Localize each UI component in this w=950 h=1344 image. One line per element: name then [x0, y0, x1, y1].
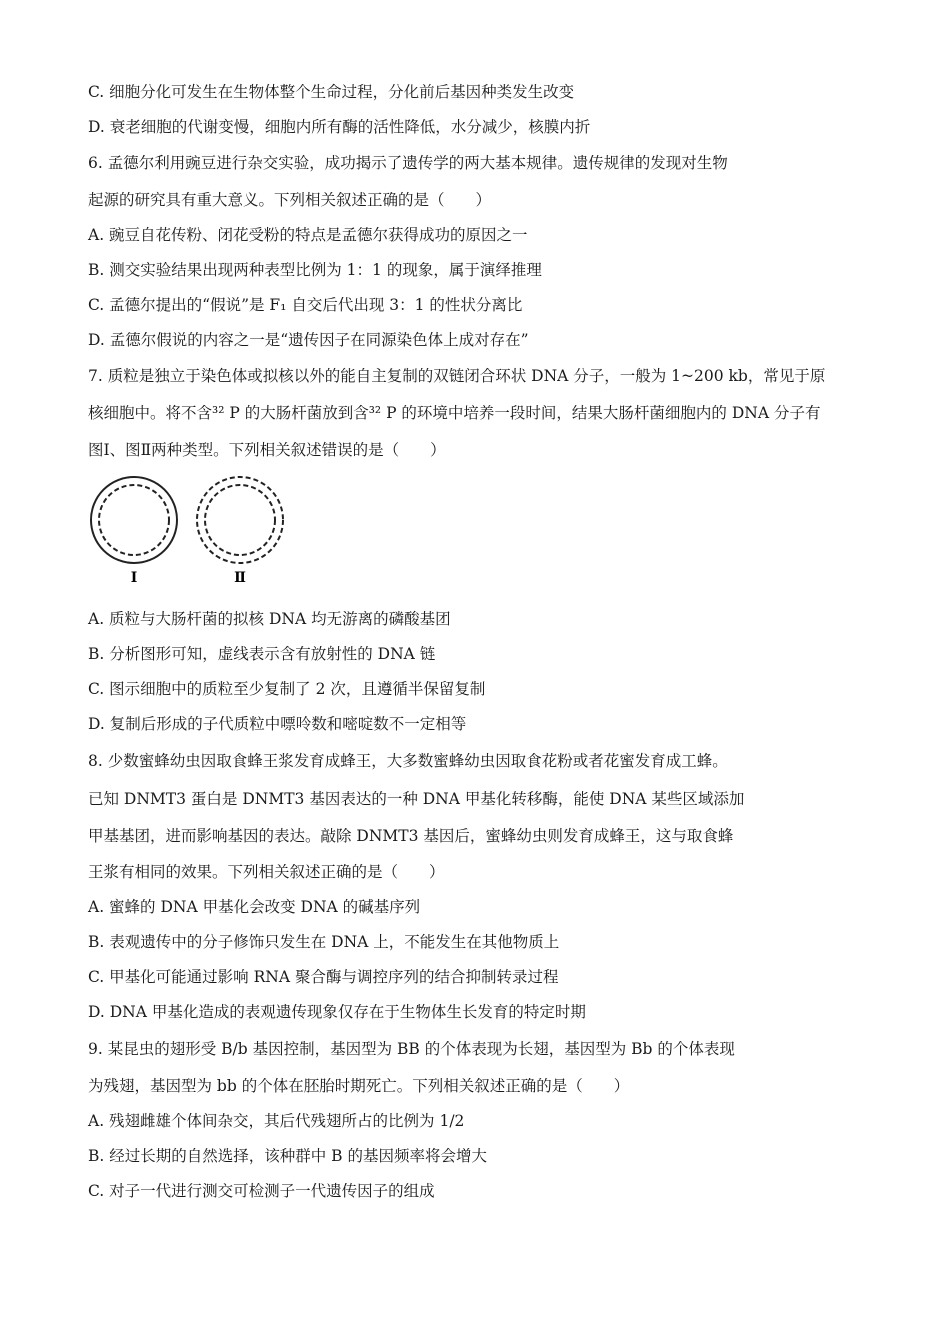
text-line: 起源的研究具有重大意义。下列相关叙述正确的是（ ）	[88, 191, 492, 209]
question-9-stem: 9. 某昆虫的翅形受 B/b 基因控制，基因型为 BB 的个体表现为长翅，基因型为 Bb 的个体表现	[88, 1040, 735, 1058]
option-d: D. DNA 甲基化造成的表观遗传现象仅存在于生物体生长发育的特定时期	[88, 1003, 586, 1021]
text-line: 甲基基团，进而影响基因的表达。敲除 DNMT3 基因后，蜜蜂幼虫则发育成蜂王，这与取食蜂	[88, 827, 734, 845]
text-line: 图Ⅰ、图Ⅱ两种类型。下列相关叙述错误的是（ ）	[88, 441, 446, 459]
dashed-strand-ring	[99, 485, 169, 555]
option-b: B. 测交实验结果出现两种表型比例为 1：1 的现象，属于演绎推理	[88, 261, 542, 279]
text-line: C. 细胞分化可发生在生物体整个生命过程，分化前后基因种类发生改变	[88, 83, 575, 101]
option-c: C. 孟德尔提出的“假说”是 F₁ 自交后代出现 3：1 的性状分离比	[88, 296, 523, 314]
option-b: B. 经过长期的自然选择，该种群中 B 的基因频率将会增大	[88, 1147, 487, 1165]
option-a: A. 质粒与大肠杆菌的拟核 DNA 均无游离的磷酸基团	[88, 610, 451, 628]
text-line: 核细胞中。将不含³² P 的大肠杆菌放到含³² P 的环境中培养一段时间，结果大肠杆菌细胞内的 DNA 分子有	[88, 404, 821, 422]
question-7-stem: 7. 质粒是独立于染色体或拟核以外的能自主复制的双链闭合环状 DNA 分子，一般为 1~200 kb，常见于原	[88, 367, 826, 385]
question-8-stem: 8. 少数蜜蜂幼虫因取食蜂王浆发育成蜂王，大多数蜜蜂幼虫因取食花粉或者花蜜发育成工蜂。	[88, 752, 728, 770]
option-c: C. 图示细胞中的质粒至少复制了 2 次，且遵循半保留复制	[88, 680, 486, 698]
text-line: 为残翅，基因型为 bb 的个体在胚胎时期死亡。下列相关叙述正确的是（ ）	[88, 1077, 630, 1095]
plasmid-figure	[86, 472, 286, 590]
figure-label-2: Ⅱ	[234, 570, 246, 586]
option-b: B. 分析图形可知，虚线表示含有放射性的 DNA 链	[88, 645, 436, 663]
figure-label-1: Ⅰ	[130, 570, 138, 586]
plasmid-figure-2	[197, 477, 283, 586]
dashed-strand-ring	[205, 485, 275, 555]
option-d: D. 孟德尔假说的内容之一是“遗传因子在同源染色体上成对存在”	[88, 331, 529, 349]
text-line: 已知 DNMT3 蛋白是 DNMT3 基因表达的一种 DNA 甲基化转移酶，能使 DNA 某些区域添加	[88, 790, 745, 808]
option-c: C. 对子一代进行测交可检测子一代遗传因子的组成	[88, 1182, 435, 1200]
solid-strand-ring	[91, 477, 177, 563]
option-b: B. 表观遗传中的分子修饰只发生在 DNA 上，不能发生在其他物质上	[88, 933, 560, 951]
option-c: C. 甲基化可能通过影响 RNA 聚合酶与调控序列的结合抑制转录过程	[88, 968, 559, 986]
option-a: A. 蜜蜂的 DNA 甲基化会改变 DNA 的碱基序列	[88, 898, 421, 916]
plasmid-figure-1	[91, 477, 177, 586]
question-6-stem: 6. 孟德尔利用豌豆进行杂交实验，成功揭示了遗传学的两大基本规律。遗传规律的发现对生物	[88, 154, 728, 172]
text-line: 王浆有相同的效果。下列相关叙述正确的是（ ）	[88, 863, 445, 881]
text-line: D. 衰老细胞的代谢变慢，细胞内所有酶的活性降低，水分减少，核膜内折	[88, 118, 591, 136]
option-a: A. 残翅雌雄个体间杂交，其后代残翅所占的比例为 1/2	[88, 1112, 465, 1130]
option-a: A. 豌豆自花传粉、闭花受粉的特点是孟德尔获得成功的原因之一	[88, 226, 528, 244]
option-d: D. 复制后形成的子代质粒中嘌呤数和嘧啶数不一定相等	[88, 715, 467, 733]
dashed-strand-ring	[197, 477, 283, 563]
